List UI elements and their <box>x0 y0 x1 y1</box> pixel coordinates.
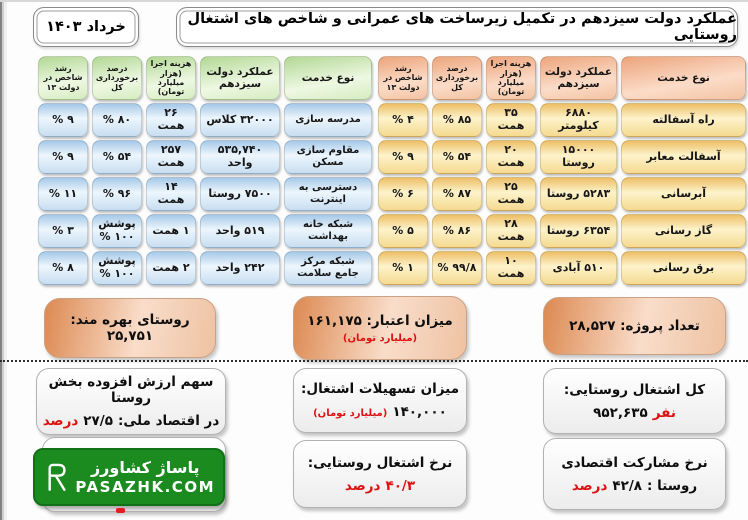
cell-service: شبکه مرکز جامع سلامت <box>284 251 372 285</box>
economic-participation-card <box>543 438 726 510</box>
cell-growth: ۹ % <box>38 103 88 137</box>
column-header-growth: رشد شاخص در دولت ۱۳ <box>378 56 428 100</box>
credit-amount-text: میزان اعتبار: ۱۶۱,۱۷۵ <box>307 312 453 329</box>
cell-service: آبرسانی <box>621 177 746 211</box>
scan-edge-left <box>0 0 7 520</box>
card-unit: درصد <box>571 477 608 494</box>
cell-cost: ۲۵ همت <box>486 177 536 211</box>
card-unit: درصد <box>344 477 381 494</box>
pk-monogram-icon <box>43 455 68 499</box>
services-table <box>38 56 372 285</box>
cell-coverage: پوشش ۱۰۰ % <box>92 214 142 248</box>
date-box <box>33 7 139 47</box>
cell-performance: ۳۲۰۰۰ کلاس <box>200 103 280 137</box>
card-prefix: روستا : <box>647 477 698 494</box>
card-title: کل اشتغال روستایی: <box>563 381 706 398</box>
cell-cost: ۲۶ همت <box>146 103 196 137</box>
cell-growth: ۴ % <box>378 103 428 137</box>
card-unit: نفر <box>652 404 676 421</box>
cell-cost: ۲۵۷ همت <box>146 140 196 174</box>
infrastructure-table <box>378 56 746 285</box>
card-title: نرخ مشارکت اقتصادی <box>561 454 708 471</box>
column-header-coverage: درصد برخورداری کل <box>432 56 482 100</box>
card-value: ۹۵۲,۶۳۵ <box>593 404 648 421</box>
benefiting-villages-card <box>44 298 216 358</box>
red-dot-mark <box>116 508 125 513</box>
cell-coverage: ۵۴ % <box>92 140 142 174</box>
dotted-separator <box>0 360 748 362</box>
logo-name-fa: پاساژ کشاورز <box>90 457 200 477</box>
column-header-growth: رشد شاخص در دولت ۱۳ <box>38 56 88 100</box>
cell-performance: ۶۸۸۰ کیلومتر <box>540 103 617 137</box>
column-header-service: نوع خدمت <box>621 56 746 100</box>
cell-coverage: ۹۹/۸ % <box>432 251 482 285</box>
cell-service: مدرسه سازی <box>284 103 372 137</box>
cell-coverage: ۸۵ % <box>432 103 482 137</box>
cell-cost: ۲ همت <box>146 251 196 285</box>
credit-amount-card <box>293 296 467 360</box>
card-value: ۴۲/۸ <box>612 477 643 494</box>
cell-cost: ۲۸ همت <box>486 214 536 248</box>
cell-coverage: ۸۰ % <box>92 103 142 137</box>
cell-growth: ۵ % <box>378 214 428 248</box>
cell-performance: ۵۳۵,۷۴۰ واحد <box>200 140 280 174</box>
cell-coverage: ۵۴ % <box>432 140 482 174</box>
cell-coverage: ۹۶ % <box>92 177 142 211</box>
cell-growth: ۳ % <box>38 214 88 248</box>
total-rural-employment-card <box>543 368 726 434</box>
benefiting-villages-text: روستای بهره مند: ۲۵,۷۵۱ <box>70 312 190 344</box>
cell-cost: ۳۵ همت <box>486 103 536 137</box>
cell-coverage: ۸۷ % <box>432 177 482 211</box>
cell-service: دسترسی به اینترنت <box>284 177 372 211</box>
card-unit: (میلیارد تومان) <box>313 408 388 419</box>
column-header-cost: هزینه اجرا (هزار میلیارد تومان) <box>146 56 196 100</box>
cell-performance: ۶۳۵۴ روستا <box>540 214 617 248</box>
card-value: ۴۰/۳ <box>385 477 416 494</box>
cell-growth: ۸ % <box>38 251 88 285</box>
pasazhk-logo-badge[interactable] <box>33 448 225 506</box>
scan-edge-top <box>0 0 748 2</box>
card-title: نرخ اشتغال روستایی: <box>307 454 453 471</box>
cell-service: شبکه خانه بهداشت <box>284 214 372 248</box>
cell-growth: ۹ % <box>378 140 428 174</box>
column-header-performance: عملکرد دولت سیزدهم <box>540 56 617 100</box>
cell-coverage: پوشش ۱۰۰ % <box>92 251 142 285</box>
cell-cost: ۱۰ همت <box>486 251 536 285</box>
page-title-text: عملکرد دولت سیزدهم در تکمیل زیرساخت های عمرانی و شاخص های اشتغال روستایی <box>187 11 737 43</box>
cell-performance: ۵۱۰ آبادی <box>540 251 617 285</box>
page-title <box>176 7 738 47</box>
cell-service: گاز رسانی <box>621 214 746 248</box>
card-prefix: در اقتصاد ملی: <box>117 413 220 429</box>
column-header-cost: هزینه اجرا (هزار میلیارد تومان) <box>486 56 536 100</box>
cell-growth: ۱۱ % <box>38 177 88 211</box>
card-unit: درصد <box>42 413 79 429</box>
cell-performance: ۵۱۹ واحد <box>200 214 280 248</box>
cell-growth: ۶ % <box>378 177 428 211</box>
cell-growth: ۱ % <box>378 251 428 285</box>
cell-service: مقاوم سازی مسکن <box>284 140 372 174</box>
cell-growth: ۹ % <box>38 140 88 174</box>
projects-count-text: تعداد پروژه: ۲۸,۵۲۷ <box>569 318 700 334</box>
cell-cost: ۱ همت <box>146 214 196 248</box>
date-label: خرداد ۱۴۰۳ <box>46 19 126 35</box>
cell-performance: ۵۲۸۳ روستا <box>540 177 617 211</box>
column-header-service: نوع خدمت <box>284 56 372 100</box>
cell-cost: ۱۴ همت <box>146 177 196 211</box>
card-title: میزان تسهیلات اشتغال: <box>300 381 460 397</box>
column-header-coverage: درصد برخورداری کل <box>92 56 142 100</box>
cell-performance: ۲۴۲ واحد <box>200 251 280 285</box>
rural-employment-rate-card <box>293 440 467 508</box>
cell-service: برق رسانی <box>621 251 746 285</box>
cell-coverage: ۸۶ % <box>432 214 482 248</box>
card-title: سهم ارزش افزوده بخش روستا <box>48 374 214 406</box>
cell-service: راه آسفالته <box>621 103 746 137</box>
value-added-share-card <box>36 368 226 435</box>
logo-site-url: PASAZHK.COM <box>75 477 215 496</box>
column-header-performance: عملکرد دولت سیزدهم <box>200 56 280 100</box>
credit-unit-text: (میلیارد تومان) <box>342 332 418 344</box>
cell-performance: ۷۵۰۰ روستا <box>200 177 280 211</box>
card-value: ۱۴۰,۰۰۰ <box>392 404 447 420</box>
cell-cost: ۲۰ همت <box>486 140 536 174</box>
cell-service: آسفالت معابر <box>621 140 746 174</box>
employment-facilities-card <box>293 368 467 433</box>
projects-count-card <box>543 297 726 355</box>
card-value: ۲۷/۵ <box>83 413 113 429</box>
cell-performance: ۱۵۰۰۰ روستا <box>540 140 617 174</box>
